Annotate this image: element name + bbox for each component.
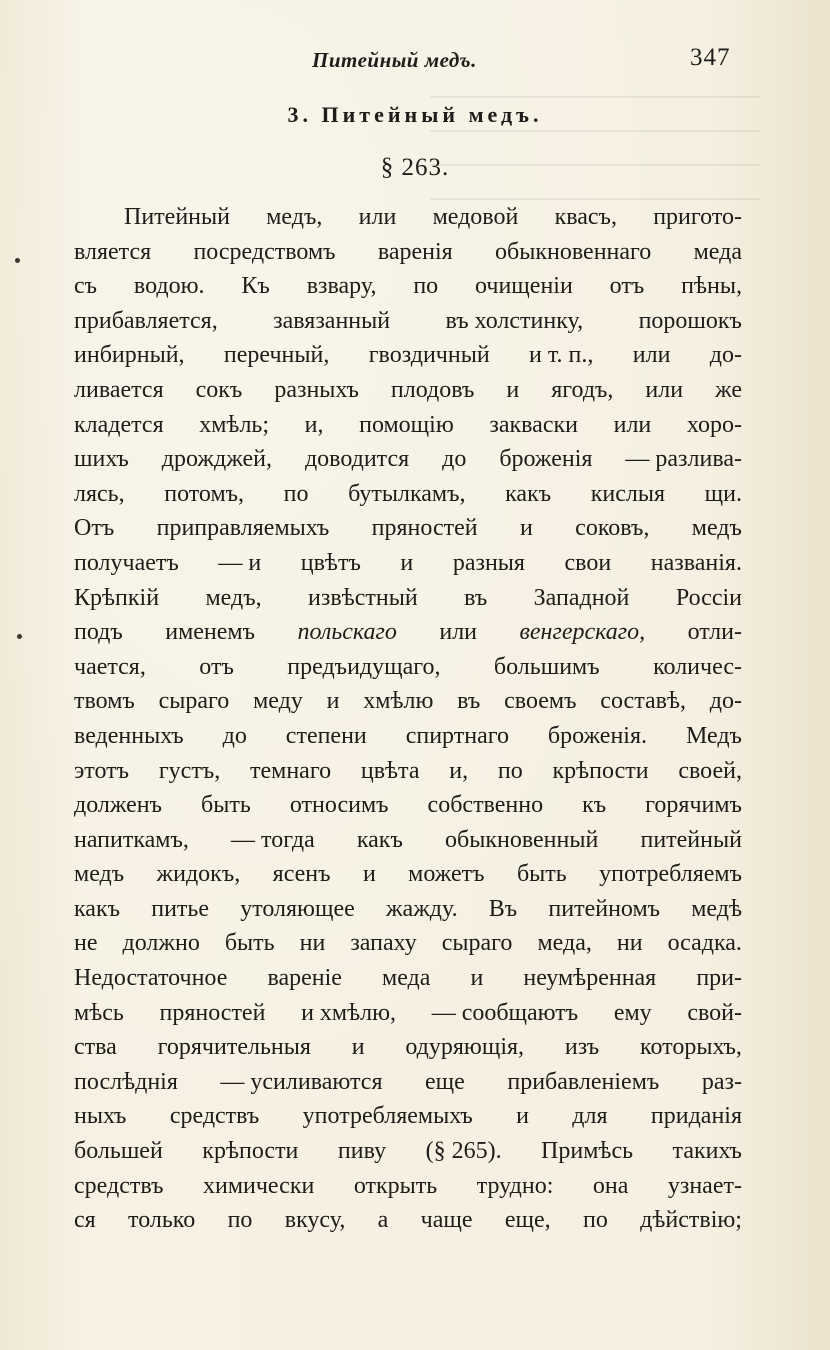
word: для: [572, 1103, 608, 1130]
word: можетъ: [408, 861, 485, 888]
word: веденныхъ: [74, 722, 184, 749]
word: прибавляется,: [74, 307, 218, 334]
word: Въ: [488, 895, 518, 922]
word: пиву: [337, 1138, 387, 1165]
word: ливается: [74, 376, 164, 403]
word: цвѣтъ: [300, 549, 361, 576]
word: доводится: [304, 446, 410, 473]
word: какъ: [356, 826, 403, 853]
word: питье: [151, 895, 209, 922]
word: приправляемыхъ: [156, 515, 330, 542]
word: сокъ: [195, 376, 243, 403]
word: медовой: [432, 204, 519, 230]
word: и: [362, 861, 376, 888]
word: долженъ: [74, 792, 163, 819]
running-head: [0, 44, 830, 76]
word: же: [715, 376, 742, 403]
word: потомъ,: [164, 480, 245, 507]
word: къ: [582, 792, 607, 819]
paragraph-number: § 263.: [380, 154, 450, 181]
word: она: [592, 1172, 629, 1199]
word: плодовъ: [390, 376, 475, 403]
word: хмѣлю: [363, 688, 434, 715]
word: — усиливаются: [220, 1068, 383, 1095]
word: сыраго: [158, 688, 230, 715]
word: варенія: [377, 238, 453, 265]
word: и,: [304, 411, 324, 438]
text-line: [74, 1065, 742, 1100]
word: свои: [564, 549, 612, 576]
italic-word: польскаго: [297, 619, 397, 646]
word: питейный: [640, 826, 742, 853]
word: утоляющее: [240, 895, 355, 922]
word: кладется: [74, 411, 164, 438]
word: извѣстный: [308, 584, 418, 611]
word: закваски: [489, 411, 578, 438]
word: запаху: [350, 930, 417, 957]
word: открыть: [353, 1172, 438, 1199]
word: употребляемыхъ: [302, 1103, 473, 1130]
word: помощію: [359, 411, 454, 438]
word: неумѣренная: [523, 965, 657, 992]
text-line: [74, 892, 742, 927]
word: и,: [449, 757, 469, 784]
word: и: [326, 688, 340, 715]
word: до-: [709, 342, 742, 369]
word: медъ,: [205, 584, 262, 611]
text-line: [74, 1030, 742, 1065]
word: по: [582, 1207, 608, 1234]
text-line: [74, 684, 742, 719]
word: только: [128, 1207, 196, 1234]
text-line: [74, 1169, 742, 1204]
word: ему: [613, 999, 652, 1026]
margin-dot: [17, 634, 22, 639]
word: отъ: [609, 273, 645, 300]
text-line: [74, 269, 742, 304]
word: при-: [696, 965, 742, 992]
word: по: [283, 480, 309, 507]
word: кислыя: [590, 480, 666, 507]
word: Къ: [241, 273, 270, 300]
word: шихъ: [74, 446, 129, 473]
word: Западной: [533, 584, 630, 611]
word: густъ,: [158, 757, 221, 784]
word: медъ: [74, 861, 125, 888]
word: приданія: [650, 1103, 742, 1130]
word: относимъ: [289, 792, 389, 819]
word: и: [516, 1103, 529, 1130]
word: питейномъ: [548, 895, 661, 922]
word: медъ: [691, 515, 742, 542]
word: разныя: [452, 549, 525, 576]
word: обыкновеннаго: [495, 238, 652, 265]
word: горячительныя: [157, 1034, 311, 1061]
word: (§ 265).: [425, 1138, 502, 1165]
word: крѣпости: [202, 1138, 299, 1165]
section-title: 3. Питейный медъ.: [287, 102, 543, 127]
word: твомъ: [74, 688, 135, 715]
word: составѣ,: [600, 688, 686, 715]
text-line: [74, 477, 742, 512]
word: — разлива-: [625, 446, 742, 473]
body-text: [74, 200, 742, 1238]
text-line: [74, 338, 742, 373]
word: свой-: [687, 999, 742, 1026]
text-line: [74, 650, 742, 685]
word: меда: [382, 965, 431, 992]
text-line: [74, 235, 742, 270]
word: ныхъ: [74, 1103, 127, 1130]
word: и т. п.,: [529, 342, 594, 369]
word: спиртнаго: [405, 722, 509, 749]
word: хоро-: [686, 411, 742, 438]
word: раз-: [701, 1068, 742, 1095]
word: должно: [122, 930, 200, 957]
word: по: [497, 757, 523, 784]
word: броженія: [499, 446, 593, 473]
word: быть: [201, 792, 251, 819]
text-line: [74, 823, 742, 858]
word: хмѣль;: [199, 411, 270, 438]
word: степени: [285, 722, 367, 749]
word: пряностей: [159, 999, 266, 1026]
word: чаще: [420, 1207, 473, 1234]
word: быть: [224, 930, 275, 957]
text-line: [74, 304, 742, 339]
word: пряностей: [371, 515, 478, 542]
word: бутылкамъ,: [348, 480, 466, 507]
word: Недостаточное: [74, 965, 228, 992]
word: или: [439, 619, 478, 646]
word: перечный,: [223, 342, 330, 369]
word: средствъ: [169, 1103, 260, 1130]
word: своемъ: [504, 688, 577, 715]
word: — тогда: [231, 826, 315, 853]
text-line: [74, 961, 742, 996]
word: Крѣпкій: [74, 584, 160, 611]
word: Отъ: [74, 515, 115, 542]
word: темнаго: [250, 757, 332, 784]
word: Питейный: [124, 204, 230, 230]
word: очищеніи: [475, 273, 573, 300]
word: и: [506, 376, 520, 403]
word: количес-: [653, 653, 742, 680]
word: крѣпости: [552, 757, 649, 784]
text-line: [74, 408, 742, 443]
word: медъ,: [266, 204, 323, 230]
word: сыраго: [441, 930, 513, 957]
word: узнает-: [667, 1172, 742, 1199]
text-line: [74, 511, 742, 546]
word: лясь,: [74, 480, 125, 507]
word: — и: [218, 549, 262, 576]
text-line: [74, 200, 742, 235]
word: ства: [74, 1034, 117, 1061]
word: которыхъ,: [640, 1034, 742, 1061]
word: Примѣсь: [541, 1138, 634, 1165]
word: горячимъ: [645, 792, 742, 819]
word: химически: [202, 1172, 315, 1199]
text-line: [74, 442, 742, 477]
word: быть: [516, 861, 567, 888]
word: гвоздичный: [368, 342, 490, 369]
word: и: [470, 965, 484, 992]
word: напиткамъ,: [74, 826, 189, 853]
word: ни: [616, 930, 643, 957]
word: и: [351, 1034, 365, 1061]
word: предъидущаго,: [287, 653, 441, 680]
word: медѣ: [691, 895, 742, 922]
running-title: Питейный медъ.: [312, 48, 477, 72]
word: до: [222, 722, 247, 749]
word: такихъ: [672, 1138, 742, 1165]
word: въ: [457, 688, 481, 715]
text-line: [74, 581, 742, 616]
word: соковъ,: [575, 515, 650, 542]
word: завязанный: [273, 307, 391, 334]
word: жидокъ,: [156, 861, 241, 888]
word: или: [358, 204, 397, 230]
word: прибавленіемъ: [507, 1068, 660, 1095]
word: обыкновенный: [445, 826, 599, 853]
word: мѣсь: [74, 999, 124, 1026]
word: отли-: [687, 619, 742, 646]
word: пригото-: [653, 204, 742, 230]
word: большимъ: [493, 653, 600, 680]
word: чается,: [74, 653, 146, 680]
word: еще: [425, 1068, 465, 1095]
word: порошокъ: [638, 307, 742, 334]
word: вкусу,: [284, 1207, 346, 1234]
word: по: [227, 1207, 253, 1234]
word: осадка.: [667, 930, 742, 957]
text-line: [74, 546, 742, 581]
word: меду: [253, 688, 303, 715]
word: названія.: [650, 549, 742, 576]
word: или: [645, 376, 684, 403]
word: водою.: [133, 273, 205, 300]
text-line: [74, 615, 742, 650]
word: именемъ: [165, 619, 256, 646]
text-line: [74, 754, 742, 789]
word: до: [442, 446, 467, 473]
word: изъ: [564, 1034, 600, 1061]
word: этотъ: [74, 757, 130, 784]
word: одуряющія,: [405, 1034, 525, 1061]
word: какъ: [505, 480, 552, 507]
word: и: [519, 515, 533, 542]
word: отъ: [199, 653, 234, 680]
word: въ холстинку,: [445, 307, 584, 334]
word: собственно: [427, 792, 544, 819]
word: до-: [709, 688, 742, 715]
word: щи.: [704, 480, 742, 507]
word: или: [632, 342, 671, 369]
word: трудно:: [476, 1172, 554, 1199]
word: и: [400, 549, 414, 576]
word: еще,: [504, 1207, 551, 1234]
word: какъ: [74, 895, 121, 922]
word: послѣднія: [74, 1068, 178, 1095]
word: броженія.: [547, 722, 648, 749]
word: по: [413, 273, 439, 300]
word: меда,: [537, 930, 592, 957]
word: подъ: [74, 619, 123, 646]
word: — сообщаютъ: [431, 999, 579, 1026]
word: ясенъ: [272, 861, 331, 888]
word: взвару,: [306, 273, 377, 300]
text-line: [74, 1134, 742, 1169]
word: жажду.: [385, 895, 458, 922]
word: и хмѣлю,: [301, 999, 397, 1026]
word: употребляемъ: [599, 861, 742, 888]
word: или: [613, 411, 652, 438]
text-line: [74, 1203, 742, 1238]
page-number: 347: [690, 44, 731, 71]
word: не: [74, 930, 98, 957]
word: своей,: [678, 757, 742, 784]
word: вляется: [74, 238, 152, 265]
word: разныхъ: [274, 376, 359, 403]
text-line: [74, 373, 742, 408]
word: Медъ: [685, 722, 742, 749]
word: средствъ: [74, 1172, 164, 1199]
word: съ: [74, 273, 98, 300]
word: инбирный,: [74, 342, 185, 369]
word: посредствомъ: [193, 238, 336, 265]
text-line: [74, 996, 742, 1031]
word: ся: [74, 1207, 96, 1234]
text-line: [74, 926, 742, 961]
word: ягодъ,: [551, 376, 614, 403]
word: меда: [693, 238, 742, 265]
text-line: [74, 857, 742, 892]
word: пѣны,: [681, 273, 742, 300]
word: цвѣта: [360, 757, 420, 784]
margin-dot: [15, 258, 20, 263]
word: большей: [74, 1138, 163, 1165]
word: дѣйствію;: [640, 1207, 742, 1234]
word: Россіи: [675, 584, 742, 611]
word: а: [377, 1207, 389, 1234]
word: ни: [299, 930, 326, 957]
text-line: [74, 788, 742, 823]
word: вареніе: [267, 965, 342, 992]
word: квасъ,: [554, 204, 617, 230]
word: получаетъ: [74, 549, 179, 576]
italic-word: венгерскаго,: [519, 619, 646, 646]
word: дрожджей,: [161, 446, 272, 473]
text-line: [74, 719, 742, 754]
word: въ: [464, 584, 488, 611]
text-line: [74, 1099, 742, 1134]
